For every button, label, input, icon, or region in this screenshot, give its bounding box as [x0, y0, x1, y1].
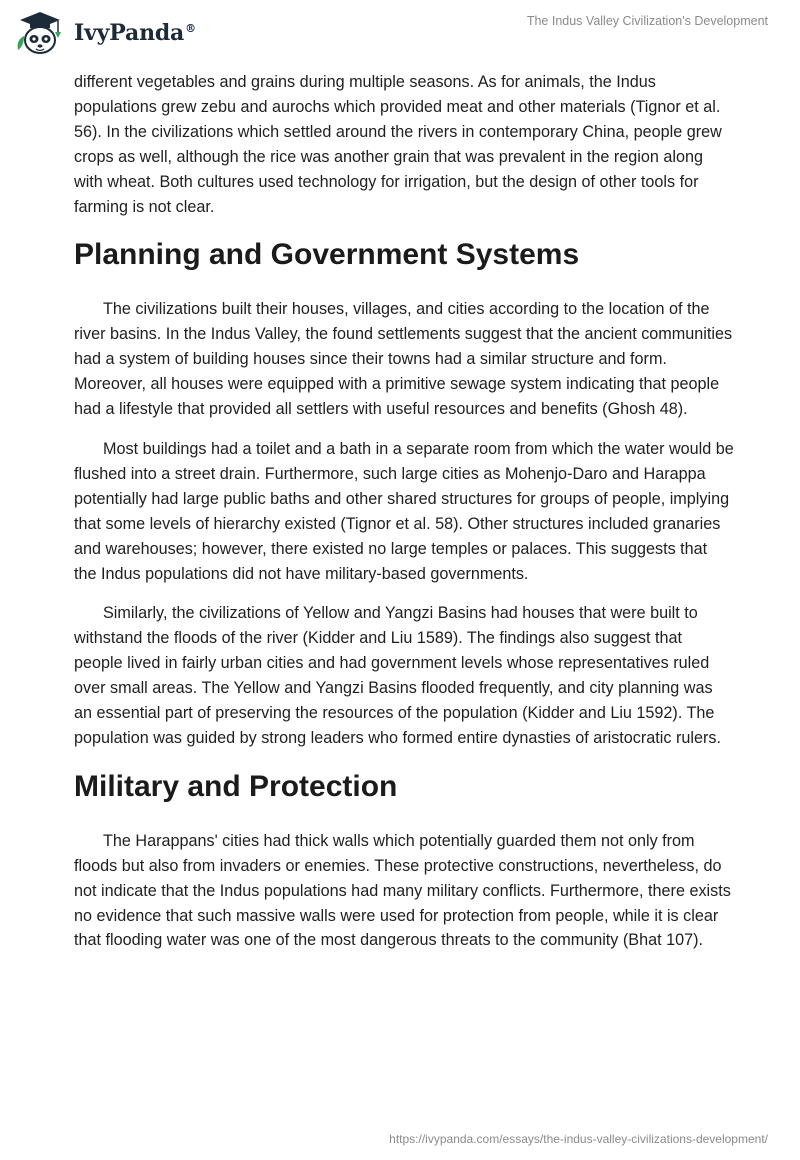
- document-title: The Indus Valley Civilization's Development: [526, 14, 768, 28]
- paragraph: Most buildings had a toilet and a bath in a separate room from which the water would be flushed into a street drain. Furthermore, such large cities as Mohenjo-Daro and Harappa potentially had large public baths and other shared structures for groups of people, implying that some levels of hierarchy existed (Tignor et al. 58). Other structures included granaries and warehouses; however, there existed no large temples or palaces. This suggests that the Indus populations did not have military-based governments.: [74, 439, 734, 583]
- ivypanda-logo[interactable]: [14, 8, 196, 58]
- paragraph-continued: different vegetables and grains during multiple seasons. As for animals, the Indus populations grew zebu and aurochs which provided meat and other materials (Tignor et al. 56). In the civilizations which settled around the rivers in contemporary China, people grew crops as well, although the rice was another grain that was prevalent in the region along with wheat. Both cultures used technology for irrigation, but the design of other tools for farming is not clear.: [74, 73, 722, 216]
- paragraph: The civilizations built their houses, villages, and cities according to the location of the river basins. In the Indus Valley, the found settlements suggest that the ancient communities had a system of building houses since their towns had a similar structure and form. Moreover, all houses were equipped with a primitive sewage system indicating that people had a lifestyle that provided all settlers with useful resources and benefits (Ghosh 48).: [74, 300, 733, 419]
- paragraph: The Harappans' cities had thick walls which potentially guarded them not only from floods but also from invaders or enemies. These protective constructions, nevertheless, do not indicate that the Indus populations had many military conflicts. Furthermore, there exists no evidence that such massive walls were used for protection from people, while it is clear that flooding water was one of the most dangerous threats to the community (Bhat 107).: [74, 831, 731, 950]
- heading-planning-government: Planning and Government Systems: [74, 238, 580, 272]
- brand-name: IvyPanda®: [74, 20, 196, 46]
- page-header: [0, 0, 800, 70]
- heading-military-protection: Military and Protection: [74, 769, 398, 803]
- registered-mark: ®: [185, 21, 196, 35]
- source-url[interactable]: https://ivypanda.com/essays/the-indus-valley-civilizations-development/: [389, 1132, 768, 1146]
- paragraph: Similarly, the civilizations of Yellow and Yangzi Basins had houses that were built to withstand the floods of the river (Kidder and Liu 1589). The findings also suggest that people lived in fairly urban cities and had government levels whose representatives ruled over small areas. The Yellow and Yangzi Basins flooded frequently, and city planning was an essential part of preserving the resources of the population (Kidder and Liu 1592). The population was guided by strong leaders who formed entire dynasties of aristocratic rulers.: [74, 604, 721, 747]
- panda-graduation-cap-icon: [14, 10, 66, 56]
- essay-body: [74, 70, 734, 968]
